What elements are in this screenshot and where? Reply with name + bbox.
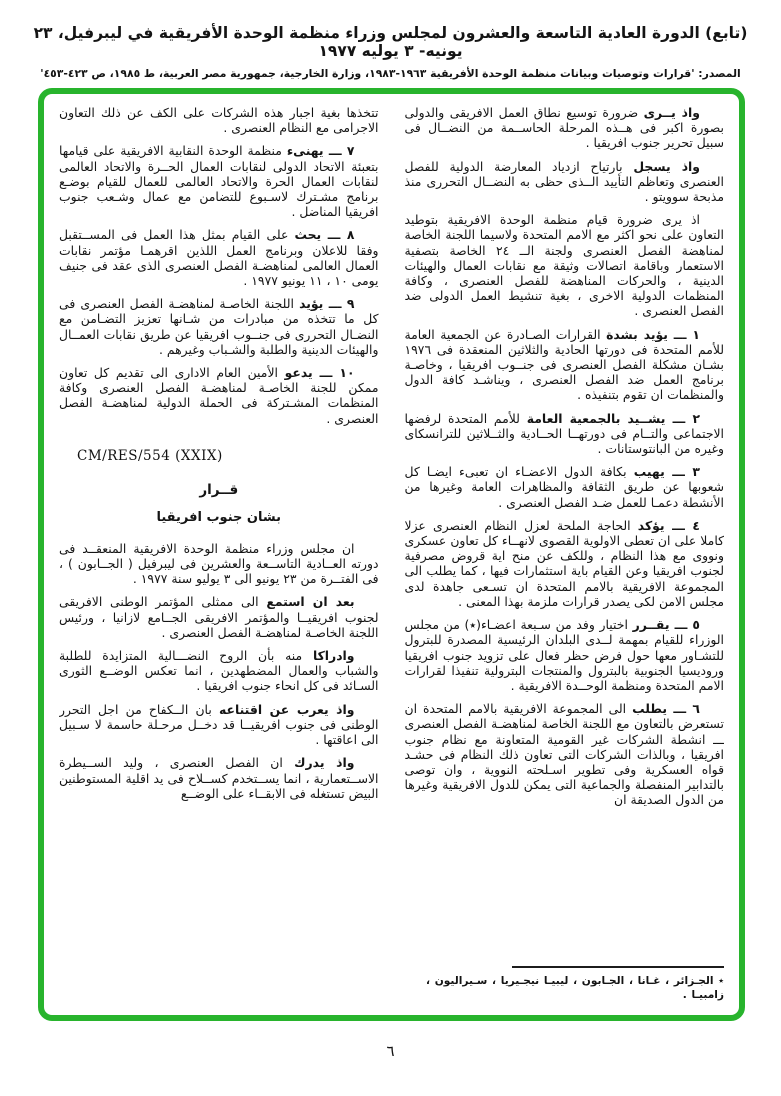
left-column: [59, 105, 379, 1002]
paragraph: [405, 464, 725, 510]
paragraph-body: القرارات الصـادرة عن الجمعية العامة للأمم المتحدة فى دورتها الحادية والثلاثين المنعقدة فى ١٩٧٦ بشـان مشكلة الفصل العنصرى فى جنــوب افريقيا ، وخاصـة برنامج العمل ضد الفصل العنصرى ، ويناشـد كافة الدول والمنظمات ان تقوم بتنفيذه .: [404, 326, 724, 403]
paragraph: [59, 365, 379, 426]
paragraph: [59, 227, 379, 288]
paragraph: [405, 327, 725, 403]
paragraph-body: بان الــكفاح من اجل التحرر الوطنى فى جنوب افريقيــا قد دخــل مرحـلة حاسمة لا سـبيل الى اعاقتها .: [59, 701, 379, 748]
footnote: [405, 960, 725, 1002]
page-header: [0, 24, 781, 80]
session-title: (تابع) الدورة العادية التاسعة والعشرون لمجلس وزراء منظمة الوحدة الأفريقية في ليبرفيل، ٢٣ يونيه- ٣ يوليه ١٩٧٧: [33, 24, 748, 60]
paragraph-body: على القيام بمثل هذا العمل فى المســتقبل وفقا للاعلان وبرنامج العمل اللذين اقرهمـا مؤتمر نقابات العمال العالمى لمناهضـة الفصل العنصرى الذى عقد فى جنيف يومى ١٠ ، ١١ يونيو ١٩٧٧ .: [59, 227, 379, 289]
paragraph: [405, 212, 725, 318]
paragraph-body: ضرورة توسيع نطاق العمل الافريقى والدولى بصورة اكبر فى هــذه المرحلة الحاســمة من النضــال فى سبيل تحرير جنوب افريقيا .: [404, 105, 724, 151]
paragraph: [59, 755, 379, 801]
resolution-subtitle: بشان جنوب افريقيا: [156, 509, 281, 525]
paragraph-lead: ١ ـــ يؤيد بشدة: [606, 326, 700, 342]
paragraph: [405, 159, 725, 205]
paragraph-lead: ٨ ـــ يحث: [294, 227, 355, 243]
paragraph-lead: واذ يعرب عن اقتناعه: [218, 701, 355, 717]
paragraph-lead: ٥ ـــ يقــرر: [632, 617, 700, 633]
paragraph: [59, 541, 379, 587]
paragraph: [405, 105, 725, 151]
paragraph-body: الى المجموعة الافريقية بالامم المتحدة ان تستعرض بالتعاون مع اللجنة الخاصة لمناهضـة الفصل العنصرى ـــ انشطة الشركات غير القومية المتعاونة مع نظام جنوب افريقيا ، وبالذات الشركات التى تعاون ذلك النظام فى حشـد قواه العسكرية وفى تطوير اسـلحته النووية ، وان توصى بالتدابير المنفصلة والجماعية التى يمكن للدول الافريقية وغيرها من الدول الصديقة ان: [404, 701, 724, 808]
paragraph-lead: واذ يسجل: [633, 158, 701, 174]
paragraph: [405, 701, 725, 807]
paragraph-lead: ٩ ـــ يؤيد: [299, 296, 355, 312]
paragraph-lead: واذ يدرك: [294, 755, 355, 771]
paragraph-body: ان مجلس وزراء منظمة الوحدة الافريقية المنعقــد فى دورته العــادية التاســعة والعشرين فى ليبرفيل ( الجــابون ) ، فى الفتــرة من ٢٣ يونيو الى ٣ يوليو سنة ١٩٧٧ .: [59, 540, 379, 587]
paragraph: [59, 143, 379, 219]
paragraph-body: للأمم المتحدة لرفضها الاجتماعى والتــام فى دورتهــا الحــادية والثــلاثين للترانسكاى وغيره من البانتوستانات .: [404, 410, 724, 457]
paragraph-body: الحاجة الملحة لعزل النظام العنصرى عزلا كاملا على ان تعطى الاولوية القصوى لانهــاء كل تعاون عسكرى ونووى مع هذا النظام ، وللكف عن منح اية قروض مصرفية لجنوب افريقيا وعن القيام باية استثمارات فيها ، كما يطلب الى المجموعة الافريقية بالامم المتحدة ان تسـعى جاهدة لدى مجلس الامن لكى يصدر قرارات ملزمة بهذا المعنى .: [404, 517, 724, 609]
paragraph-body: تتخذها بغية اجبار هذه الشركات على الكف عن ذلك التعاون الاجرامى مع النظام العنصرى .: [59, 105, 379, 136]
paragraph: [59, 594, 379, 640]
paragraph-body: اختيار وفد من سـبعة اعضـاء(٭) من مجلس الوزراء للقيام بمهمة لــدى البلدان الرئيسية المصدرة للبترول للتشـاور معها حول فرض حظر فعال على تزويد جنوب افريقيا وروديسيا الجنوبية بالبترول والمنتجات البترولية تنفيذا لقرارات الامم المتحدة ومنظمة الوحــدة الافريقية .: [404, 617, 724, 693]
page-number: ٦: [386, 1042, 395, 1060]
document-frame: [38, 88, 745, 1021]
paragraph: [59, 105, 379, 135]
footnote-separator: [512, 966, 724, 968]
footnote-text: ٭ الجـزائر ، غـانا ، الجـابون ، ليبيـا نيجـيريا ، سـيراليون ، زامبيـا .: [426, 975, 724, 1001]
paragraph-lead: ١٠ ـــ يدعو: [284, 365, 355, 381]
paragraph-body: منظمة الوحدة النقابية الافريقية على قيامها بتعبئة الاتحاد الدولى لنقابات العمال الحــرة والاتحاد العالمى لنقابات العمال الحرة والاتحاد العالمى للعمال للقيام بوضـع برنامج مشـترك لاسـبوع للتضامن مع عمال وشـعب جنوب افريقيا المناضل .: [59, 143, 379, 220]
paragraph-lead: واذ يــرى: [643, 105, 700, 120]
paragraph: [59, 296, 379, 357]
paragraph-lead: ٧ ـــ يهنىء: [286, 143, 355, 159]
paragraph-lead: وادراكا: [312, 648, 355, 664]
paragraph-body: اللجنة الخاصـة لمناهضـة الفصل العنصرى فى كل ما تتخذه من مبادرات من شـانها تعزيز التضـامن مع النضـال التحررى فى جنــوب افريقيا عن طريق نقابات العمــال والهيئات الدينية والطلبة والشـباب وغيرهم .: [59, 296, 379, 357]
paragraph-lead: ٣ ـــ يهيب: [633, 464, 700, 480]
paragraph-body: الى ممثلى المؤتمر الوطنى الافريقى لجنوب افريقيــا والمؤتمر الافريقى الجــامع لازانيا ، ورئيس اللجنة الخاصـة لمناهضـة الفصل العنصرى .: [59, 594, 379, 640]
resolution-title: قــرار: [199, 481, 239, 498]
paragraph-lead: ٢ ـــ يشــيد بالجمعية العامة: [526, 410, 701, 426]
paragraph-body: بكافة الدول الاعضـاء ان تعبىء ايضـا كل شعوبها عن طريق الثقافة والمظاهرات العامة وغيرها من الأنشطة دعمـا للعمل ضـد الفصل العنصرى .: [404, 464, 724, 510]
paragraph: [405, 411, 725, 457]
paragraph: [405, 518, 725, 609]
paragraph-body: اذ يرى ضرورة قيام منظمة الوحدة الافريقية بتوطيد التعاون على نحو اكثر مع الامم المتحدة ولاسيما اللجنة الخاصة لمناهضة الفصل العنصرى ولجنة الــ ٢٤ الخاصة بتصفية الاستعمار وباقامة اتصالات وثيقة مع نقابات العمال والهيئات الدينية ، والحركات المناهضة للفصل العنصرى ، وكافة المنظمات الدولية الاخرى ، بغية تنشيط العمل الدولى ضد الفصل العنصرى .: [404, 212, 724, 319]
source-line: المصدر: 'قرارات وتوصيات وبيانات منظمة الوحدة الأفريقية ١٩٦٣-١٩٨٣، وزارة الخارجية، جمهورية مصر العربية، ط ١٩٨٥، ص ٤٢٣-٤٥٣': [40, 67, 741, 80]
paragraph-body: ان الفصل العنصرى ، وليد الســيطرة الاســتعمارية ، انما يســتخدم كســلاح فى يد اقلية المستوطنين البيض تستغله فى الابقــاء على الوضــع: [59, 755, 379, 801]
two-column-text: [59, 105, 724, 1002]
right-column: [405, 105, 725, 1002]
paragraph-body: الأمين العام الادارى الى تقديم كل تعاون ممكن للجنة الخاصـة لمناهضـة الفصل العنصرى وكافة المنظمات المشـتركة فى الحملة الدولية لمناهضـة الفصل العنصرى .: [59, 365, 379, 426]
paragraph-lead: بعد ان استمع: [266, 594, 355, 610]
paragraph-lead: ٦ ـــ يطلب: [632, 701, 700, 717]
paragraph-lead: ٤ ـــ يؤكد: [637, 517, 700, 533]
paragraph-body: بارتياح ازدياد المعارضة الدولية للفصل العنصرى وتعاظم التأييد الــذى حظى به النضــال التحررى منذ مذبحة سوويتو .: [404, 158, 724, 205]
resolution-code: CM/RES/554 (XXIX): [77, 447, 223, 464]
paragraph: [59, 648, 379, 694]
paragraph: [59, 702, 379, 748]
paragraph-body: منه بأن الروح النضـــالية المتزايدة للطلبة والشباب والعمال المضطهدين ، انما تعكس الوضــع الثورى السـائد فى كل انحاء جنوب افريقيا .: [59, 648, 379, 694]
paragraph: [405, 617, 725, 693]
